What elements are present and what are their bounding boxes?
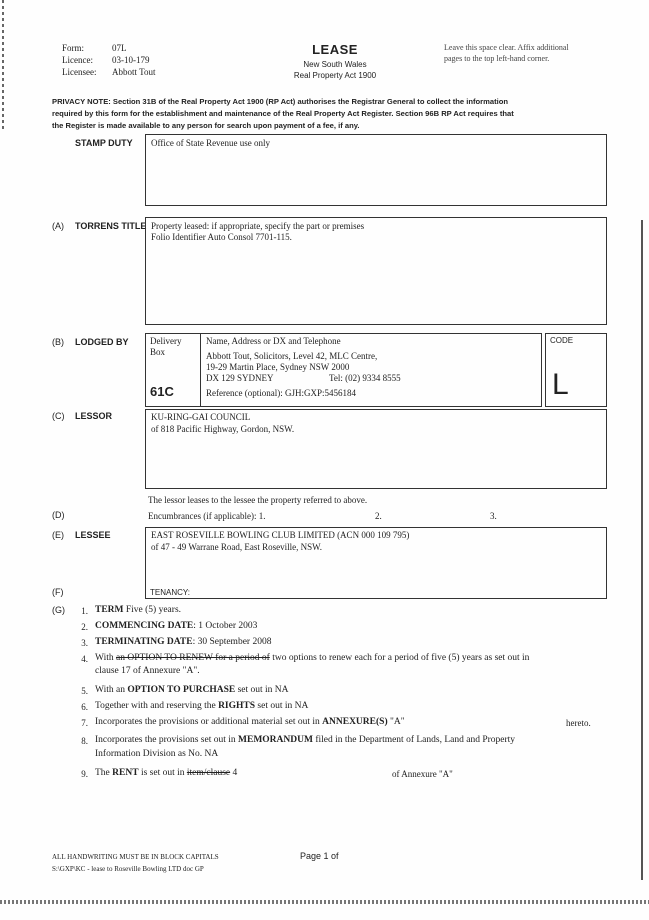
option-renew-text: two options to renew each for a period of five (5) years as set out in xyxy=(269,653,530,663)
section-c-letter: (C) xyxy=(52,411,65,421)
form-label: Form: xyxy=(62,43,85,53)
scan-edge-right xyxy=(641,220,643,880)
rent-prefix: The xyxy=(95,768,113,778)
licence-label: Licence: xyxy=(62,55,93,65)
lodger-address-line1: Abbott Tout, Solicitors, Level 42, MLC Centre, xyxy=(206,351,378,361)
term-heading: TERM xyxy=(95,605,124,615)
rent-number: 9. xyxy=(81,769,88,779)
lodger-details-cell xyxy=(200,333,542,407)
section-f-letter: (F) xyxy=(52,587,64,597)
annexure-item xyxy=(95,717,405,727)
lodged-by-label: LODGED BY xyxy=(75,337,129,347)
rights-item xyxy=(95,701,308,711)
document-title: LEASE xyxy=(312,42,358,57)
torrens-title-line1: Property leased: if appropriate, specify the part or premises xyxy=(151,221,365,231)
lodger-dx: DX 129 SYDNEY xyxy=(206,373,274,383)
rights-heading: RIGHTS xyxy=(218,701,256,711)
encumbrances-label: Encumbrances (if applicable): 1. xyxy=(148,511,266,521)
torrens-title-folio: Folio Identifier Auto Consol 7701-115. xyxy=(151,232,292,242)
rent-struck: item/clause xyxy=(186,768,231,778)
lessee-box xyxy=(145,527,607,599)
encumbrance-2: 2. xyxy=(375,511,382,521)
lodger-address-line2: 19-29 Martin Place, Sydney NSW 2000 xyxy=(206,362,350,372)
option-renew-continuation: clause 17 of Annexure "A". xyxy=(95,666,200,676)
commencing-value: : 1 October 2003 xyxy=(193,621,258,631)
section-g-letter: (G) xyxy=(52,605,65,615)
memorandum-number: 8. xyxy=(81,736,88,746)
lodger-name-label: Name, Address or DX and Telephone xyxy=(206,336,341,346)
licensee-value: Abbott Tout xyxy=(112,67,156,77)
rights-prefix: Together with and reserving the xyxy=(95,701,219,711)
lessee-address: of 47 - 49 Warrane Road, East Roseville, NSW. xyxy=(151,542,322,552)
footer-handwriting-note: ALL HANDWRITING MUST BE IN BLOCK CAPITALS xyxy=(52,853,219,861)
memorandum-text: filed in the Department of Lands, Land and Property xyxy=(312,735,516,745)
lessor-box xyxy=(145,409,607,489)
section-b-letter: (B) xyxy=(52,337,64,347)
option-purchase-heading: OPTION TO PURCHASE xyxy=(127,685,236,695)
torrens-title-box xyxy=(145,217,607,325)
option-purchase-value: set out in NA xyxy=(235,685,289,695)
terminating-value: : 30 September 2008 xyxy=(192,637,272,647)
footer-page-number: Page 1 of xyxy=(300,851,339,861)
code-cell xyxy=(545,333,607,407)
option-renew-prefix: With xyxy=(95,653,116,663)
option-renew-item xyxy=(95,653,529,663)
option-purchase-item xyxy=(95,685,289,695)
option-renew-number: 4. xyxy=(81,654,88,664)
document-subtitle-act: Real Property Act 1900 xyxy=(293,71,377,80)
memorandum-continuation: Information Division as No. NA xyxy=(95,749,219,759)
annexure-value: "A" xyxy=(387,717,405,727)
licence-value: 03-10-179 xyxy=(112,55,150,65)
delivery-box-cell xyxy=(145,333,201,407)
scan-edge-bottom xyxy=(0,900,649,904)
annexure-prefix: Incorporates the provisions or additional material set out in xyxy=(95,717,323,727)
licensee-label: Licensee: xyxy=(62,67,97,77)
rights-number: 6. xyxy=(81,702,88,712)
rights-value: set out in NA xyxy=(255,701,309,711)
annexure-heading: ANNEXURE(S) xyxy=(322,717,388,727)
rent-text: is set out in xyxy=(138,768,187,778)
lessee-label: LESSEE xyxy=(75,530,111,540)
document-subtitle-state: New South Wales xyxy=(303,60,367,69)
lessor-label: LESSOR xyxy=(75,411,113,421)
terminating-number: 3. xyxy=(81,638,88,648)
rent-heading: RENT xyxy=(112,768,139,778)
rent-item xyxy=(95,768,237,778)
term-item xyxy=(95,605,181,615)
scan-edge-left xyxy=(2,0,4,130)
rent-annexure: of Annexure "A" xyxy=(392,769,453,779)
box-label: Box xyxy=(150,347,166,357)
lease-statement: The lessor leases to the lessee the property referred to above. xyxy=(148,495,368,505)
option-renew-struck: an OPTION TO RENEW for a period of xyxy=(116,653,270,663)
code-value: L xyxy=(552,368,569,401)
section-e-letter: (E) xyxy=(52,530,64,540)
option-purchase-prefix: With an xyxy=(95,685,128,695)
delivery-label: Delivery xyxy=(150,336,182,346)
corner-note-line2: pages to the top left-hand corner. xyxy=(444,54,550,63)
memorandum-item xyxy=(95,735,515,745)
lodger-telephone: Tel: (02) 9334 8555 xyxy=(329,373,401,383)
tenancy-label: TENANCY: xyxy=(150,588,191,597)
code-label: CODE xyxy=(550,336,574,345)
annexure-hereto: hereto. xyxy=(566,718,591,728)
memorandum-heading: MEMORANDUM xyxy=(238,735,313,745)
lodger-reference: Reference (optional): GJH:GXP:5456184 xyxy=(206,388,356,398)
commencing-date-item xyxy=(95,621,257,631)
option-purchase-number: 5. xyxy=(81,686,88,696)
section-a-letter: (A) xyxy=(52,221,64,231)
stamp-duty-label: STAMP DUTY xyxy=(75,138,133,148)
privacy-note-line1: PRIVACY NOTE: Section 31B of the Real Property Act 1900 (RP Act) authorises the Registrar General to collect the information xyxy=(52,97,509,106)
encumbrance-3: 3. xyxy=(490,511,497,521)
memorandum-prefix: Incorporates the provisions set out in xyxy=(95,735,239,745)
corner-note-line1: Leave this space clear. Affix additional xyxy=(444,43,569,52)
stamp-duty-box xyxy=(145,134,607,206)
torrens-title-label: TORRENS TITLE xyxy=(75,221,147,231)
section-d-letter: (D) xyxy=(52,510,65,520)
annexure-number: 7. xyxy=(81,718,88,728)
privacy-note-line2: required by this form for the establishment and maintenance of the Real Property Act Register. Section 96B RP Act requires that xyxy=(52,109,514,118)
lessor-name: KU-RING-GAI COUNCIL xyxy=(151,412,251,422)
terminating-heading: TERMINATING DATE xyxy=(95,637,193,647)
terminating-date-item xyxy=(95,637,271,647)
delivery-box-number: 61C xyxy=(150,384,174,399)
term-value: Five (5) years. xyxy=(123,605,182,615)
rent-clause: 4 xyxy=(230,768,238,778)
commencing-number: 2. xyxy=(81,622,88,632)
lessor-address: of 818 Pacific Highway, Gordon, NSW. xyxy=(151,424,295,434)
footer-file-reference: S:\GXP\KC - lease to Roseville Bowling LTD doc GP xyxy=(52,865,204,873)
commencing-heading: COMMENCING DATE xyxy=(95,621,194,631)
privacy-note-line3: the Register is made available to any person for search upon payment of a fee, if any. xyxy=(52,121,360,130)
term-number: 1. xyxy=(81,606,88,616)
lessee-name: EAST ROSEVILLE BOWLING CLUB LIMITED (ACN 000 109 795) xyxy=(151,530,410,540)
stamp-duty-text: Office of State Revenue use only xyxy=(151,138,271,148)
form-value: 07L xyxy=(112,43,127,53)
